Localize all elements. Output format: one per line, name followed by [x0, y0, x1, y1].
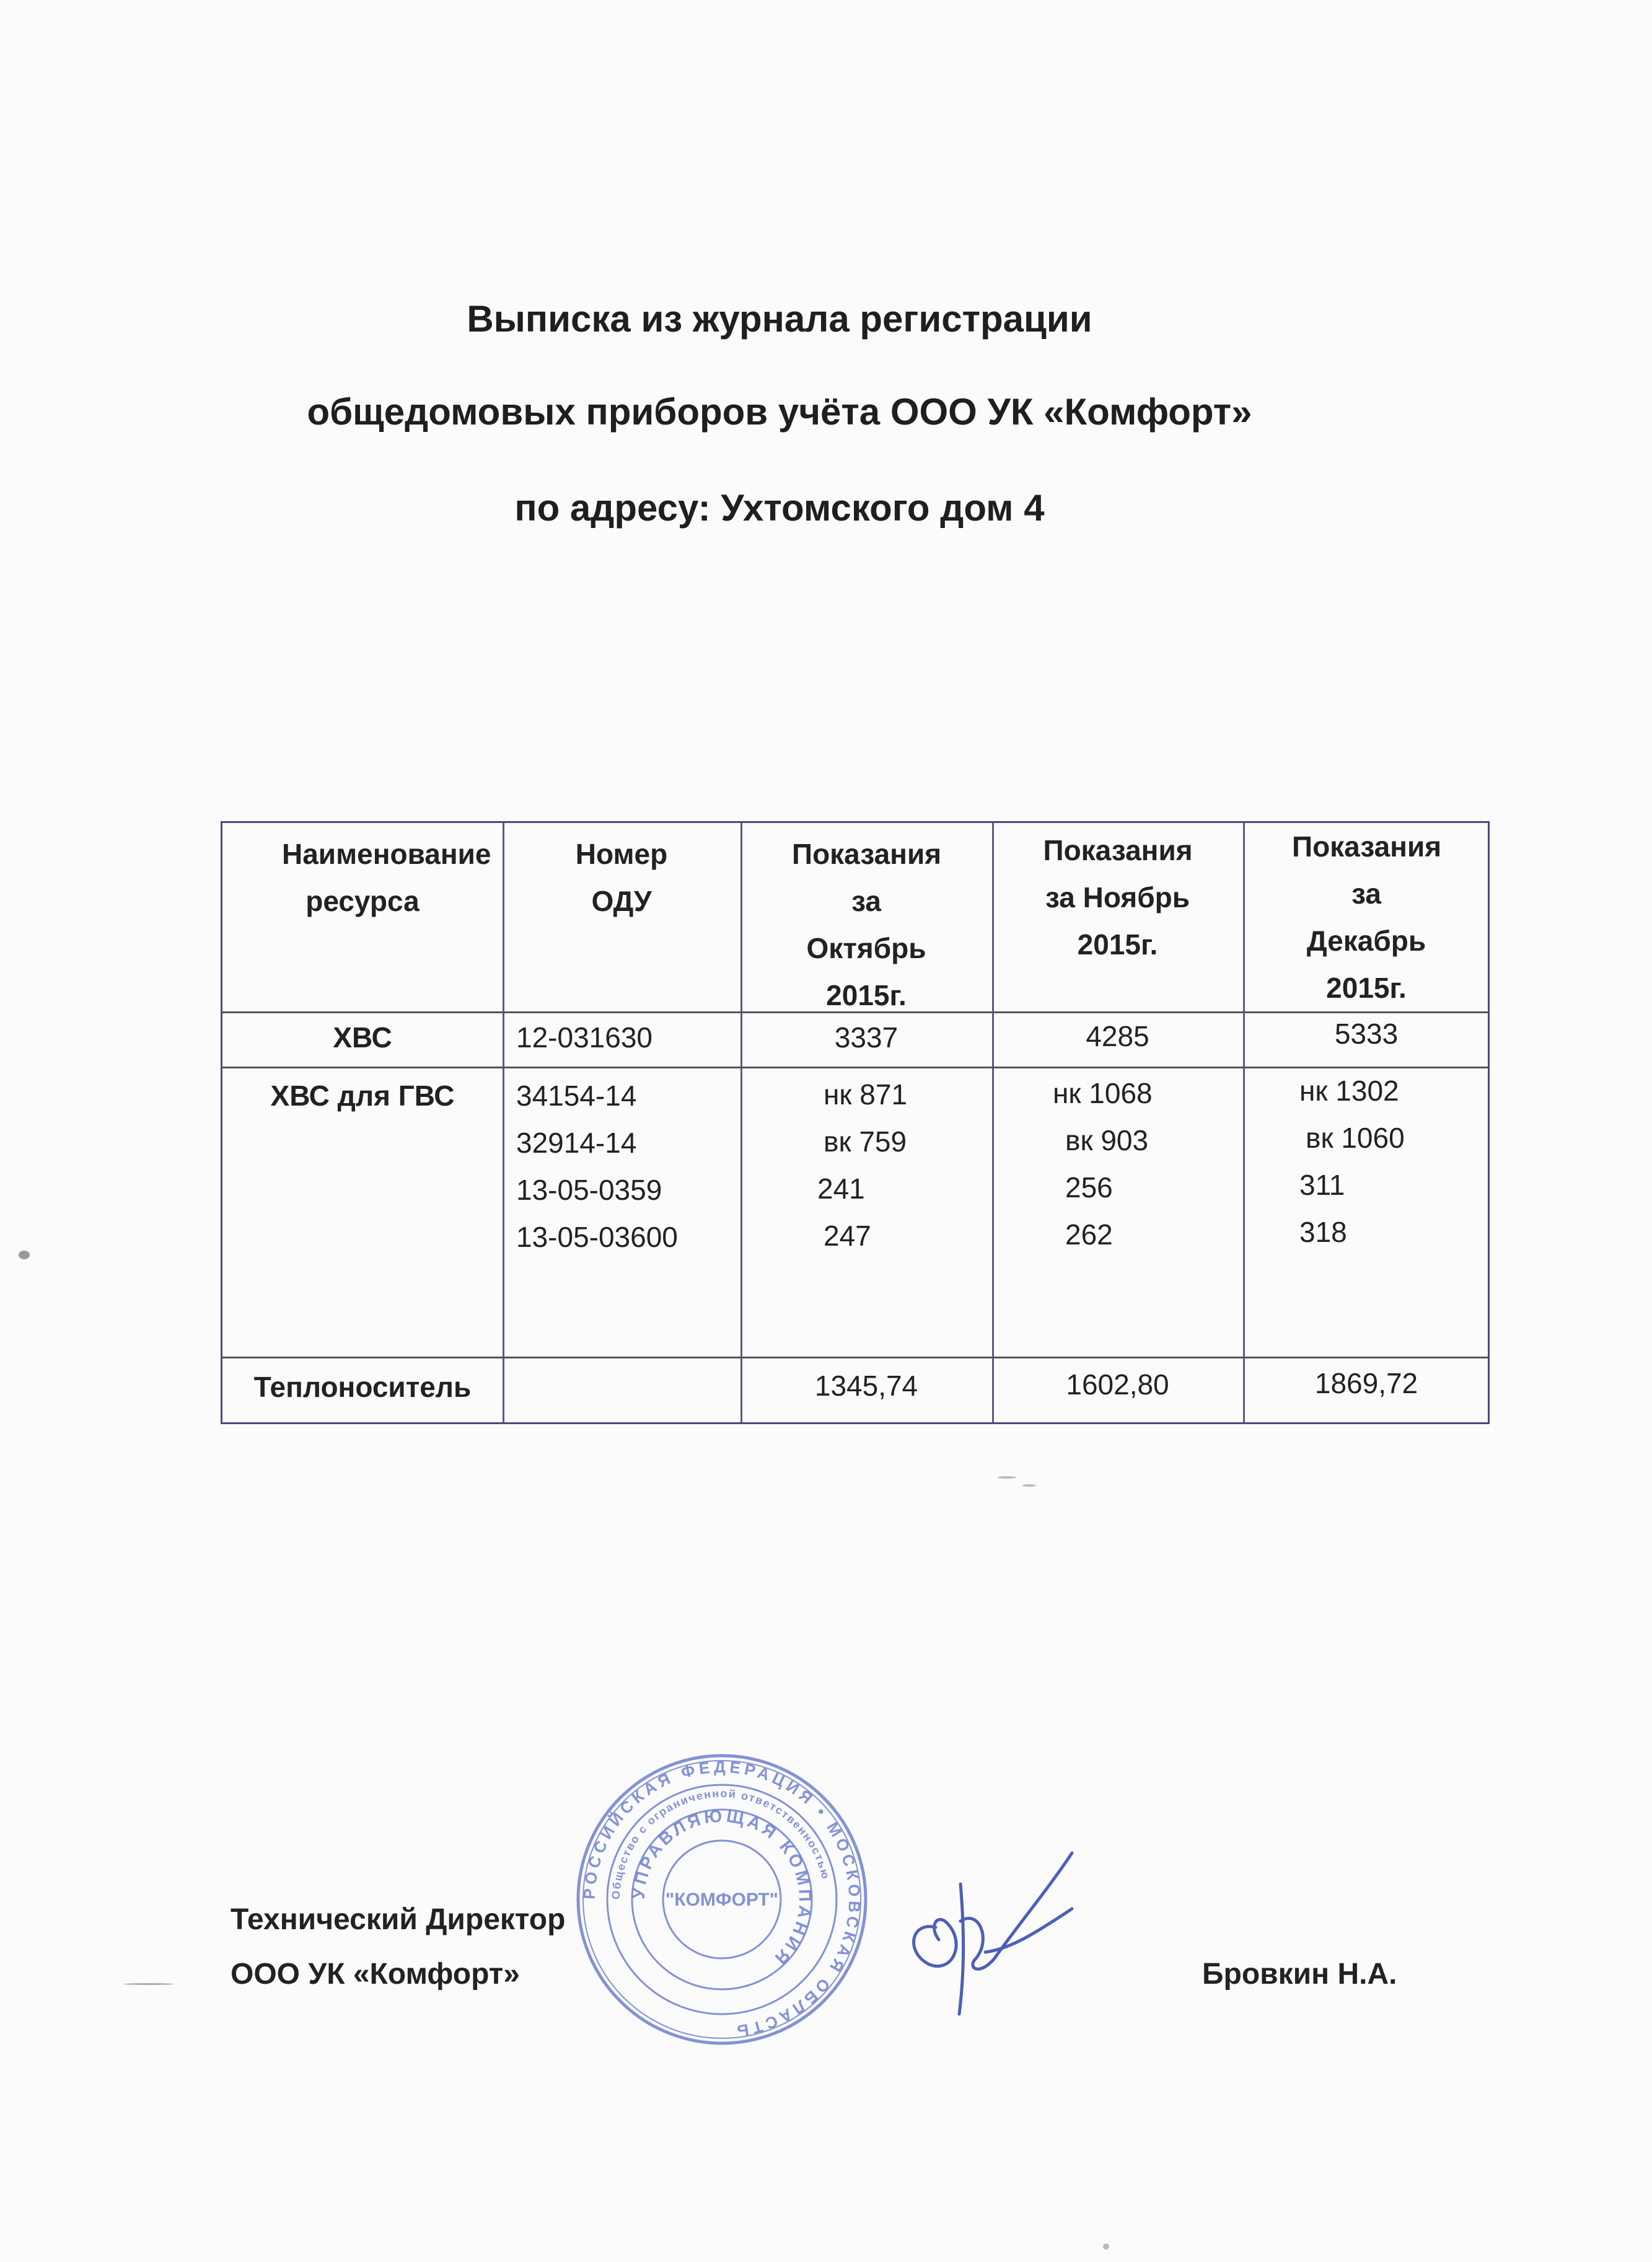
header-november-label: Показания за Ноябрь 2015г.	[1043, 834, 1193, 961]
reading-value: нк 1068	[1053, 1077, 1153, 1109]
svg-text:"КОМФОРТ": "КОМФОРТ"	[666, 1890, 778, 1910]
scan-speck	[1022, 1484, 1036, 1487]
reading-value: нк 1302	[1299, 1075, 1399, 1107]
row-hvs-dec: 5333	[1334, 1018, 1399, 1050]
meter-readings-table	[221, 821, 1490, 1424]
odu-number: 13-05-03600	[516, 1221, 678, 1253]
odu-number: 13-05-0359	[516, 1174, 662, 1206]
header-odu-label: Номер ОДУ	[575, 838, 668, 917]
reading-value: вк 759	[824, 1125, 907, 1158]
row-hvs-resource: ХВС	[333, 1021, 392, 1054]
handwritten-signature-icon	[886, 1847, 1084, 2020]
row-hvs-gvs-resource: ХВС для ГВС	[270, 1080, 455, 1112]
reading-value: 247	[824, 1220, 871, 1252]
row-hvs-gvs-oct	[811, 1071, 985, 1259]
reading-value: 241	[817, 1173, 865, 1205]
reading-value: 262	[1065, 1218, 1113, 1251]
odu-number: 32914-14	[516, 1127, 637, 1159]
scan-speck	[124, 1983, 174, 1985]
header-october	[740, 830, 992, 1019]
scan-speck	[19, 1251, 30, 1259]
reading-value: вк 903	[1065, 1124, 1149, 1156]
row-hvs-nov: 4285	[1086, 1020, 1149, 1052]
document-title-line-1: Выписка из журнала регистрации	[467, 298, 1092, 340]
signer-name: Бровкин Н.А.	[1202, 1958, 1397, 1991]
reading-value: 256	[1065, 1171, 1113, 1204]
header-november	[992, 827, 1243, 968]
reading-value: вк 1060	[1306, 1122, 1405, 1154]
header-resource-label: Наименование ресурса	[282, 838, 491, 917]
odu-number: 34154-14	[516, 1080, 637, 1112]
signer-position: Технический Директор	[231, 1903, 566, 1936]
document-title-line-3: по адресу: Ухтомского дом 4	[514, 487, 1045, 529]
svg-text:УПРАВЛЯЮЩАЯ КОМПАНИЯ: УПРАВЛЯЮЩАЯ КОМПАНИЯ	[628, 1806, 815, 1970]
header-december-label: Показания за Декабрь 2015г.	[1292, 830, 1442, 1004]
svg-text:РОССИЙСКАЯ ФЕДЕРАЦИЯ • МОСКОВС: РОССИЙСКАЯ ФЕДЕРАЦИЯ • МОСКОВСКАЯ ОБЛАСТЬ	[579, 1757, 864, 2041]
header-december	[1243, 823, 1490, 1011]
signer-company: ООО УК «Комфорт»	[231, 1958, 520, 1991]
reading-value: нк 871	[824, 1078, 908, 1111]
row-heat-carrier-resource: Теплоноситель	[253, 1371, 472, 1403]
header-resource	[222, 830, 503, 925]
scan-speck	[1103, 2243, 1109, 2250]
table-divider	[222, 1067, 1488, 1068]
svg-text:Общество с ограниченной ответс: Общество с ограниченной ответственностью	[609, 1787, 832, 1900]
table-divider	[222, 1357, 1488, 1358]
reading-value: 311	[1299, 1169, 1345, 1201]
row-heat-carrier-nov: 1602,80	[1066, 1368, 1169, 1401]
scan-speck	[998, 1476, 1016, 1479]
row-hvs-oct: 3337	[834, 1021, 898, 1054]
row-hvs-odu: 12-031630	[516, 1021, 652, 1054]
header-october-label: Показания за Октябрь 2015г.	[792, 838, 942, 1011]
row-heat-carrier-oct: 1345,74	[814, 1370, 918, 1402]
header-odu	[503, 830, 740, 925]
document-title-line-2: общедомовых приборов учёта ООО УК «Комфорт»	[307, 391, 1252, 433]
row-hvs-gvs-nov	[1053, 1070, 1239, 1258]
row-hvs-gvs-odu	[516, 1072, 739, 1261]
company-stamp-icon	[573, 1751, 871, 2048]
row-heat-carrier-dec: 1869,72	[1314, 1367, 1418, 1399]
reading-value: 318	[1299, 1216, 1347, 1248]
row-hvs-gvs-dec	[1299, 1067, 1485, 1256]
